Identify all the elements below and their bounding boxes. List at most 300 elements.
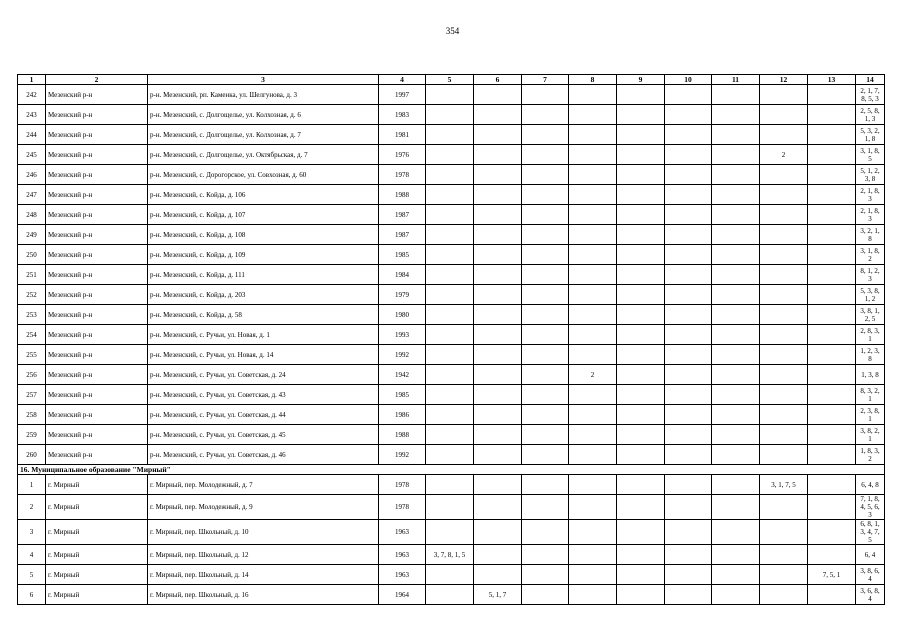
column-header-11: 11 — [712, 75, 760, 85]
address-cell: р-н. Мезенский, с. Ручьи, ул. Советская, д. 45 — [148, 425, 379, 445]
year-cell: 1963 — [379, 545, 426, 565]
col-7-cell — [522, 365, 569, 385]
col-6-cell — [474, 165, 522, 185]
col-7-cell — [522, 585, 569, 605]
col-11-cell — [712, 520, 760, 545]
col-6-cell — [474, 125, 522, 145]
col-6-cell — [474, 520, 522, 545]
year-cell: 1988 — [379, 425, 426, 445]
col-11-cell — [712, 125, 760, 145]
col-6-cell — [474, 245, 522, 265]
col-14-cell: 3, 8, 1, 2, 5 — [856, 305, 885, 325]
col-8-cell — [569, 125, 617, 145]
col-14-cell: 3, 1, 8, 2 — [856, 245, 885, 265]
col-9-cell — [617, 205, 665, 225]
table-row — [18, 405, 885, 425]
col-9-cell — [617, 545, 665, 565]
col-14-cell: 2, 5, 8, 1, 3 — [856, 105, 885, 125]
col-7-cell — [522, 105, 569, 125]
col-12-cell — [760, 165, 808, 185]
col-11-cell — [712, 305, 760, 325]
row-number-cell: 254 — [18, 325, 46, 345]
district-cell: Мезенский р-н — [46, 185, 148, 205]
col-10-cell — [665, 565, 712, 585]
row-number-cell: 260 — [18, 445, 46, 465]
col-7-cell — [522, 85, 569, 105]
address-cell: р-н. Мезенский, с. Ручьи, ул. Новая, д. 1 — [148, 325, 379, 345]
col-11-cell — [712, 345, 760, 365]
table-row — [18, 325, 885, 345]
table-row — [18, 205, 885, 225]
col-8-cell — [569, 405, 617, 425]
col-5-cell — [426, 185, 474, 205]
col-12-cell — [760, 445, 808, 465]
col-10-cell — [665, 85, 712, 105]
row-number-cell: 259 — [18, 425, 46, 445]
col-13-cell — [808, 165, 856, 185]
col-8-cell — [569, 545, 617, 565]
col-10-cell — [665, 245, 712, 265]
year-cell: 1980 — [379, 305, 426, 325]
col-7-cell — [522, 405, 569, 425]
district-cell: Мезенский р-н — [46, 405, 148, 425]
table-row — [18, 365, 885, 385]
col-10-cell — [665, 305, 712, 325]
col-13-cell — [808, 585, 856, 605]
col-8-cell — [569, 475, 617, 495]
col-8-cell — [569, 520, 617, 545]
col-7-cell — [522, 495, 569, 520]
col-13-cell — [808, 265, 856, 285]
col-9-cell — [617, 565, 665, 585]
district-cell: Мезенский р-н — [46, 265, 148, 285]
col-8-cell — [569, 165, 617, 185]
address-cell: р-н. Мезенский, с. Долгощелье, ул. Колхозная, д. 6 — [148, 105, 379, 125]
row-number-cell: 243 — [18, 105, 46, 125]
col-11-cell — [712, 285, 760, 305]
col-10-cell — [665, 285, 712, 305]
section-header-row — [18, 465, 885, 475]
district-cell: Мезенский р-н — [46, 85, 148, 105]
year-cell: 1993 — [379, 325, 426, 345]
table-row — [18, 285, 885, 305]
col-7-cell — [522, 475, 569, 495]
col-5-cell — [426, 585, 474, 605]
col-6-cell — [474, 105, 522, 125]
col-7-cell — [522, 305, 569, 325]
col-12-cell: 3, 1, 7, 5 — [760, 475, 808, 495]
col-9-cell — [617, 425, 665, 445]
column-header-7: 7 — [522, 75, 569, 85]
col-14-cell: 5, 3, 2, 1, 8 — [856, 125, 885, 145]
row-number-cell: 257 — [18, 385, 46, 405]
address-cell: р-н. Мезенский, с. Долгощелье, ул. Октябрьская, д. 7 — [148, 145, 379, 165]
address-cell: р-н. Мезенский, с. Дорогорское, ул. Совхозная, д. 60 — [148, 165, 379, 185]
col-5-cell — [426, 495, 474, 520]
address-cell: г. Мирный, пер. Школьный, д. 16 — [148, 585, 379, 605]
col-6-cell — [474, 325, 522, 345]
header-row — [18, 75, 885, 85]
col-7-cell — [522, 125, 569, 145]
year-cell: 1984 — [379, 265, 426, 285]
year-cell: 1963 — [379, 565, 426, 585]
district-cell: Мезенский р-н — [46, 225, 148, 245]
col-10-cell — [665, 545, 712, 565]
district-cell: Мезенский р-н — [46, 285, 148, 305]
year-cell: 1987 — [379, 205, 426, 225]
col-10-cell — [665, 585, 712, 605]
col-6-cell: 5, 1, 7 — [474, 585, 522, 605]
col-14-cell: 7, 1, 8, 4, 5, 6, 3 — [856, 495, 885, 520]
address-cell: р-н. Мезенский, с. Койда, д. 58 — [148, 305, 379, 325]
col-11-cell — [712, 405, 760, 425]
col-9-cell — [617, 445, 665, 465]
col-8-cell — [569, 85, 617, 105]
col-12-cell — [760, 385, 808, 405]
district-cell: г. Мирный — [46, 585, 148, 605]
col-13-cell: 7, 5, 1 — [808, 565, 856, 585]
col-7-cell — [522, 245, 569, 265]
col-7-cell — [522, 385, 569, 405]
year-cell: 1997 — [379, 85, 426, 105]
col-11-cell — [712, 475, 760, 495]
col-10-cell — [665, 165, 712, 185]
table-row — [18, 425, 885, 445]
col-9-cell — [617, 225, 665, 245]
col-12-cell — [760, 545, 808, 565]
col-11-cell — [712, 265, 760, 285]
row-number-cell: 5 — [18, 565, 46, 585]
col-5-cell — [426, 445, 474, 465]
col-8-cell — [569, 225, 617, 245]
row-number-cell: 255 — [18, 345, 46, 365]
col-7-cell — [522, 165, 569, 185]
col-9-cell — [617, 185, 665, 205]
address-cell: г. Мирный, пер. Молодежный, д. 7 — [148, 475, 379, 495]
district-cell: Мезенский р-н — [46, 365, 148, 385]
col-12-cell — [760, 565, 808, 585]
row-number-cell: 6 — [18, 585, 46, 605]
address-cell: р-н. Мезенский, с. Долгощелье, ул. Колхозная, д. 7 — [148, 125, 379, 145]
table-row — [18, 265, 885, 285]
row-number-cell: 3 — [18, 520, 46, 545]
address-cell: р-н. Мезенский, с. Койда, д. 109 — [148, 245, 379, 265]
col-11-cell — [712, 185, 760, 205]
col-7-cell — [522, 205, 569, 225]
col-13-cell — [808, 85, 856, 105]
year-cell: 1987 — [379, 225, 426, 245]
row-number-cell: 250 — [18, 245, 46, 265]
col-14-cell: 5, 3, 8, 1, 2 — [856, 285, 885, 305]
col-6-cell — [474, 405, 522, 425]
row-number-cell: 248 — [18, 205, 46, 225]
col-11-cell — [712, 145, 760, 165]
col-13-cell — [808, 545, 856, 565]
col-5-cell — [426, 385, 474, 405]
col-5-cell — [426, 265, 474, 285]
col-14-cell: 6, 8, 1, 3, 4, 7, 5 — [856, 520, 885, 545]
address-cell: р-н. Мезенский, с. Ручьи, ул. Новая, д. 14 — [148, 345, 379, 365]
col-8-cell — [569, 105, 617, 125]
col-7-cell — [522, 565, 569, 585]
col-6-cell — [474, 145, 522, 165]
col-6-cell — [474, 85, 522, 105]
table-row — [18, 345, 885, 365]
col-9-cell — [617, 85, 665, 105]
district-cell: г. Мирный — [46, 495, 148, 520]
district-cell: Мезенский р-н — [46, 105, 148, 125]
year-cell: 1978 — [379, 165, 426, 185]
col-8-cell — [569, 205, 617, 225]
col-11-cell — [712, 425, 760, 445]
year-cell: 1988 — [379, 185, 426, 205]
row-number-cell: 247 — [18, 185, 46, 205]
address-cell: р-н. Мезенский, рп. Каменка, ул. Шелгунова, д. 3 — [148, 85, 379, 105]
col-11-cell — [712, 545, 760, 565]
col-8-cell — [569, 565, 617, 585]
col-5-cell — [426, 520, 474, 545]
table-row — [18, 145, 885, 165]
col-5-cell: 3, 7, 8, 1, 5 — [426, 545, 474, 565]
col-12-cell — [760, 225, 808, 245]
col-8-cell — [569, 585, 617, 605]
district-cell: Мезенский р-н — [46, 385, 148, 405]
col-13-cell — [808, 305, 856, 325]
col-12-cell — [760, 125, 808, 145]
row-number-cell: 253 — [18, 305, 46, 325]
col-7-cell — [522, 545, 569, 565]
district-cell: Мезенский р-н — [46, 125, 148, 145]
col-7-cell — [522, 345, 569, 365]
col-14-cell: 6, 4, 8 — [856, 475, 885, 495]
col-13-cell — [808, 205, 856, 225]
district-cell: Мезенский р-н — [46, 165, 148, 185]
col-5-cell — [426, 325, 474, 345]
table-row — [18, 520, 885, 545]
col-10-cell — [665, 445, 712, 465]
year-cell: 1963 — [379, 520, 426, 545]
col-9-cell — [617, 520, 665, 545]
col-13-cell — [808, 445, 856, 465]
row-number-cell: 4 — [18, 545, 46, 565]
col-12-cell — [760, 245, 808, 265]
col-7-cell — [522, 445, 569, 465]
col-6-cell — [474, 345, 522, 365]
col-5-cell — [426, 565, 474, 585]
col-5-cell — [426, 165, 474, 185]
year-cell: 1978 — [379, 475, 426, 495]
col-11-cell — [712, 365, 760, 385]
col-14-cell: 3, 8, 6, 4 — [856, 565, 885, 585]
col-14-cell: 5, 1, 2, 3, 8 — [856, 165, 885, 185]
col-12-cell — [760, 425, 808, 445]
table-row — [18, 225, 885, 245]
col-6-cell — [474, 365, 522, 385]
col-8-cell — [569, 145, 617, 165]
address-cell: р-н. Мезенский, с. Койда, д. 111 — [148, 265, 379, 285]
col-13-cell — [808, 520, 856, 545]
col-7-cell — [522, 425, 569, 445]
year-cell: 1992 — [379, 445, 426, 465]
col-10-cell — [665, 265, 712, 285]
col-10-cell — [665, 105, 712, 125]
col-8-cell — [569, 245, 617, 265]
col-11-cell — [712, 245, 760, 265]
col-6-cell — [474, 565, 522, 585]
col-10-cell — [665, 125, 712, 145]
page-number: 354 — [445, 26, 460, 36]
year-cell: 1983 — [379, 105, 426, 125]
district-cell: г. Мирный — [46, 520, 148, 545]
col-13-cell — [808, 385, 856, 405]
address-cell: г. Мирный, пер. Молодежный, д. 9 — [148, 495, 379, 520]
col-6-cell — [474, 475, 522, 495]
col-9-cell — [617, 495, 665, 520]
column-header-3: 3 — [148, 75, 379, 85]
col-6-cell — [474, 545, 522, 565]
col-14-cell: 2, 1, 8, 3 — [856, 205, 885, 225]
col-5-cell — [426, 85, 474, 105]
col-7-cell — [522, 185, 569, 205]
district-cell: Мезенский р-н — [46, 305, 148, 325]
col-14-cell: 8, 3, 2, 1 — [856, 385, 885, 405]
year-cell: 1981 — [379, 125, 426, 145]
address-cell: р-н. Мезенский, с. Койда, д. 108 — [148, 225, 379, 245]
year-cell: 1992 — [379, 345, 426, 365]
col-6-cell — [474, 205, 522, 225]
table-row — [18, 125, 885, 145]
col-9-cell — [617, 475, 665, 495]
column-header-13: 13 — [808, 75, 856, 85]
year-cell: 1942 — [379, 365, 426, 385]
table-row — [18, 565, 885, 585]
col-11-cell — [712, 445, 760, 465]
col-7-cell — [522, 285, 569, 305]
col-6-cell — [474, 305, 522, 325]
col-14-cell: 2, 8, 3, 1 — [856, 325, 885, 345]
col-9-cell — [617, 345, 665, 365]
address-cell: г. Мирный, пер. Школьный, д. 14 — [148, 565, 379, 585]
address-cell: р-н. Мезенский, с. Ручьи, ул. Советская, д. 46 — [148, 445, 379, 465]
col-13-cell — [808, 405, 856, 425]
col-9-cell — [617, 245, 665, 265]
col-12-cell — [760, 365, 808, 385]
column-header-9: 9 — [617, 75, 665, 85]
col-14-cell: 2, 3, 8, 1 — [856, 405, 885, 425]
year-cell: 1964 — [379, 585, 426, 605]
row-number-cell: 249 — [18, 225, 46, 245]
district-cell: г. Мирный — [46, 565, 148, 585]
col-6-cell — [474, 445, 522, 465]
col-11-cell — [712, 85, 760, 105]
col-5-cell — [426, 285, 474, 305]
col-6-cell — [474, 285, 522, 305]
col-5-cell — [426, 305, 474, 325]
col-13-cell — [808, 105, 856, 125]
year-cell: 1979 — [379, 285, 426, 305]
col-12-cell — [760, 265, 808, 285]
address-cell: р-н. Мезенский, с. Ручьи, ул. Советская, д. 43 — [148, 385, 379, 405]
column-header-12: 12 — [760, 75, 808, 85]
address-cell: р-н. Мезенский, с. Койда, д. 106 — [148, 185, 379, 205]
col-8-cell — [569, 305, 617, 325]
col-13-cell — [808, 365, 856, 385]
col-12-cell — [760, 520, 808, 545]
col-8-cell — [569, 385, 617, 405]
col-13-cell — [808, 225, 856, 245]
col-5-cell — [426, 405, 474, 425]
col-6-cell — [474, 265, 522, 285]
table-row — [18, 475, 885, 495]
col-12-cell — [760, 205, 808, 225]
col-11-cell — [712, 205, 760, 225]
col-12-cell — [760, 325, 808, 345]
year-cell: 1985 — [379, 385, 426, 405]
col-8-cell — [569, 185, 617, 205]
col-10-cell — [665, 345, 712, 365]
address-cell: р-н. Мезенский, с. Койда, д. 107 — [148, 205, 379, 225]
column-header-5: 5 — [426, 75, 474, 85]
table-row — [18, 385, 885, 405]
col-13-cell — [808, 425, 856, 445]
col-13-cell — [808, 125, 856, 145]
district-cell: Мезенский р-н — [46, 445, 148, 465]
row-number-cell: 258 — [18, 405, 46, 425]
col-9-cell — [617, 105, 665, 125]
col-12-cell — [760, 495, 808, 520]
col-9-cell — [617, 385, 665, 405]
col-10-cell — [665, 225, 712, 245]
col-14-cell: 1, 8, 3, 2 — [856, 445, 885, 465]
col-11-cell — [712, 565, 760, 585]
col-13-cell — [808, 185, 856, 205]
row-number-cell: 2 — [18, 495, 46, 520]
col-6-cell — [474, 185, 522, 205]
col-5-cell — [426, 205, 474, 225]
col-12-cell — [760, 305, 808, 325]
col-9-cell — [617, 305, 665, 325]
col-10-cell — [665, 185, 712, 205]
year-cell: 1978 — [379, 495, 426, 520]
row-number-cell: 1 — [18, 475, 46, 495]
col-12-cell — [760, 285, 808, 305]
address-cell: р-н. Мезенский, с. Ручьи, ул. Советская, д. 44 — [148, 405, 379, 425]
col-10-cell — [665, 520, 712, 545]
col-6-cell — [474, 425, 522, 445]
housing-register-table — [17, 74, 885, 605]
col-13-cell — [808, 285, 856, 305]
col-6-cell — [474, 225, 522, 245]
col-7-cell — [522, 225, 569, 245]
district-cell: г. Мирный — [46, 475, 148, 495]
district-cell: Мезенский р-н — [46, 325, 148, 345]
col-12-cell — [760, 585, 808, 605]
col-12-cell: 2 — [760, 145, 808, 165]
col-14-cell: 3, 1, 8, 5 — [856, 145, 885, 165]
column-header-6: 6 — [474, 75, 522, 85]
table-row — [18, 495, 885, 520]
col-14-cell: 2, 1, 8, 3 — [856, 185, 885, 205]
col-9-cell — [617, 325, 665, 345]
col-7-cell — [522, 520, 569, 545]
col-8-cell: 2 — [569, 365, 617, 385]
row-number-cell: 242 — [18, 85, 46, 105]
col-10-cell — [665, 405, 712, 425]
col-10-cell — [665, 145, 712, 165]
col-9-cell — [617, 405, 665, 425]
col-5-cell — [426, 105, 474, 125]
col-10-cell — [665, 425, 712, 445]
